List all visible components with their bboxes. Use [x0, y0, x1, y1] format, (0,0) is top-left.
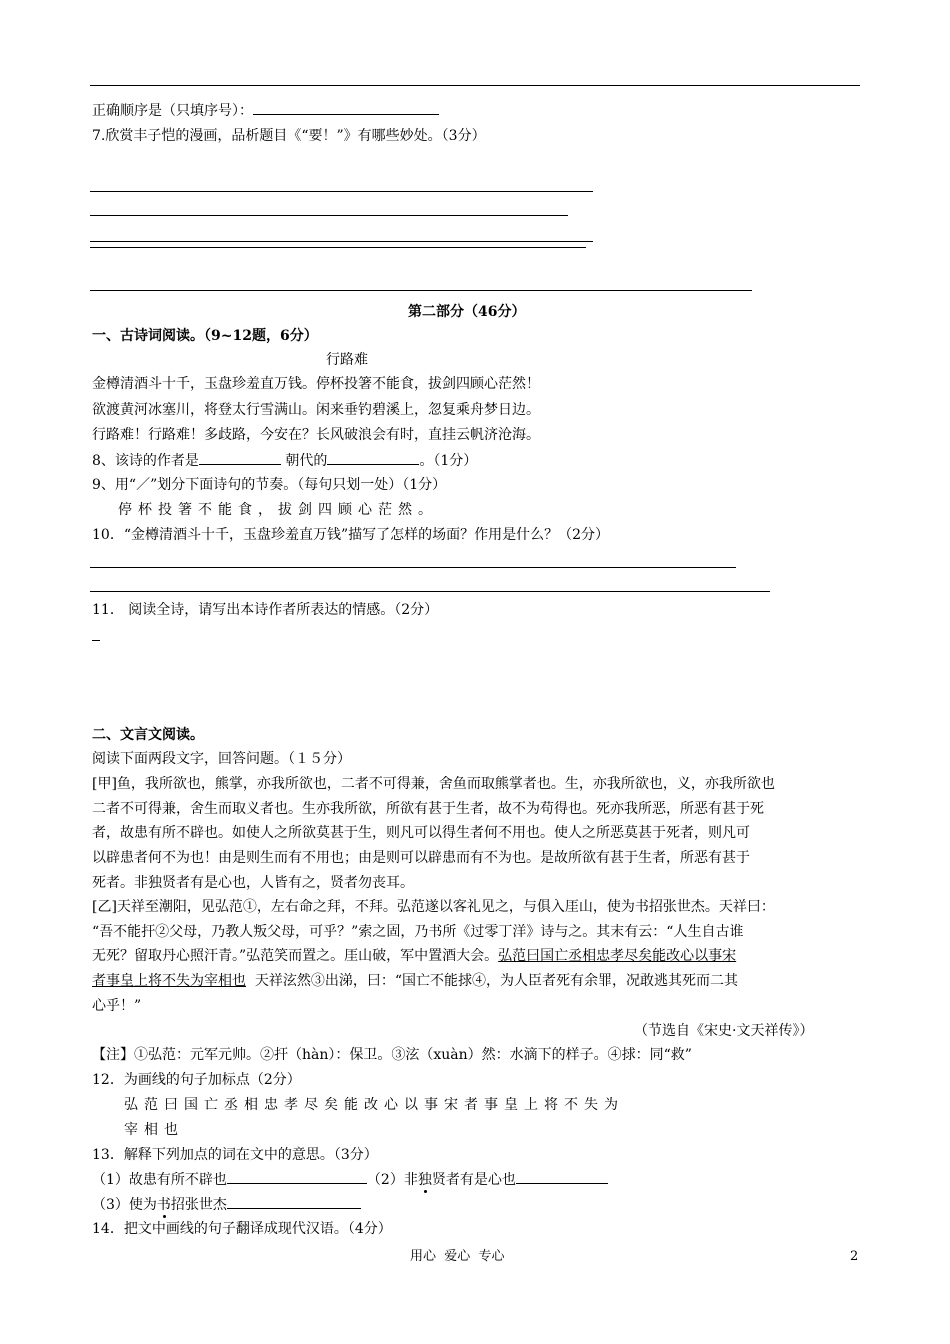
q7-answer-line-5[interactable] [90, 290, 752, 291]
order-label: 正确顺序是（只填序号）： [92, 103, 253, 119]
annotation-note: 【注】①弘范：元军元帅。②扞（hàn）：保卫。③泫（xuàn）然：水滴下的样子。④捄：同“救” [92, 1047, 692, 1063]
yi-line-3 [92, 946, 736, 966]
yi-line-4 [92, 971, 738, 991]
question-13: 13．解释下列加点的词在文中的意思。（3分） [92, 1147, 378, 1163]
q13-item-2-blank[interactable] [516, 1169, 608, 1184]
question-12: 12．为画线的句子加标点（2分） [92, 1072, 301, 1088]
punctuation-line-2: 宰相也 [124, 1122, 184, 1138]
order-answer-row [92, 100, 439, 121]
yi-line-4-plain: 天祥泫然③出涕，曰：“国亡不能捄④，为人臣者死有余罪，况敢逃其死而二其 [246, 973, 739, 989]
q8-text-c: 。（1分） [419, 453, 478, 469]
q7-answer-line-1[interactable] [90, 191, 593, 192]
question-9: 9、用“／”划分下面诗句的节奏。（每句只划一处）（1分） [92, 477, 447, 493]
top-rule [90, 85, 860, 86]
jia-line-5: 死者。非独贤者有是心也，人皆有之，贤者勿丧耳。 [92, 875, 414, 891]
q13-item-3-post: 招张世杰 [170, 1197, 227, 1213]
q13-item-2-post: 贤者有是心也 [431, 1172, 516, 1188]
yi-line-2: “吾不能扞②父母，乃教人叛父母，可乎？”索之固，乃书所《过零丁洋》诗与之。其末有云：“人生自古谁 [92, 924, 744, 940]
part2-title: 第二部分（46分） [408, 304, 526, 320]
q7-answer-line-3[interactable] [90, 241, 593, 242]
q11-answer-stub[interactable] [92, 640, 100, 641]
question-8 [92, 450, 477, 471]
poem-section-heading: 一、古诗词阅读。（9~12题，6分） [92, 328, 318, 344]
jia-line-4: 以辟患者何不为也！由是则生而有不用也；由是则可以辟患而有不为也。是故所欲有甚于生者，所恶有甚于 [92, 850, 750, 866]
jia-line-3: 者，故患有所不辟也。如使人之所欲莫甚于生，则凡可以得生者何不用也。使人之所恶莫甚于死者，则凡可 [92, 825, 750, 841]
jia-line-1: [甲]鱼，我所欲也，熊掌，亦我所欲也，二者不可得兼，舍鱼而取熊掌者也。生，亦我所欲也，义，亦我所欲也 [92, 776, 775, 792]
q13-item-3-dotted-word: 书 [156, 1197, 171, 1213]
yi-line-1: [乙]天祥至潮阳，见弘范①，左右命之拜，不拜。弘范遂以客礼见之，与俱入厓山，使为书招张世杰。天祥曰： [92, 899, 775, 915]
q7-answer-line-2[interactable] [90, 215, 568, 216]
q8-text-b: 朝代的 [285, 453, 328, 469]
q13-row-2 [92, 1194, 361, 1215]
question-14: 14．把文中画线的句子翻译成现代汉语。（4分） [92, 1221, 392, 1237]
poem-line-3: 行路难！行路难！多歧路，今安在？长风破浪会有时，直挂云帆济沧海。 [92, 427, 540, 443]
q13-item-1-blank[interactable] [227, 1169, 367, 1184]
poem-line-2: 欲渡黄河冰塞川，将登太行雪满山。闲来垂钓碧溪上，忽复乘舟梦日边。 [92, 402, 540, 418]
yi-line-3-plain: 无死？留取丹心照汗青。”弘范笑而置之。厓山破，军中置酒大会。 [92, 948, 499, 964]
underlined-sentence-part-1: 弘范曰国亡丞相忠孝尽矣能改心以事宋 [498, 948, 737, 964]
yi-line-5: 心乎！” [92, 998, 142, 1014]
q13-item-3-pre: （3）使为 [92, 1197, 157, 1213]
dynasty-blank[interactable] [327, 450, 419, 465]
q13-item-2-pre: （2）非 [366, 1172, 418, 1188]
q10-answer-line-2[interactable] [90, 591, 770, 592]
q13-item-1: （1）故患有所不辟也 [92, 1172, 227, 1188]
question-10: 10．“金樽清酒斗十千，玉盘珍羞直万钱”描写了怎样的场面？作用是什么？（2分） [92, 527, 610, 543]
question-11: 11． 阅读全诗，请写出本诗作者所表达的情感。（2分） [92, 602, 439, 618]
classical-section-heading: 二、文言文阅读。 [92, 727, 204, 743]
source-citation: （节选自《宋史·文天祥传》） [634, 1023, 814, 1039]
q7-answer-line-4[interactable] [90, 247, 586, 248]
q10-answer-line-1[interactable] [90, 567, 736, 568]
jia-line-2: 二者不可得兼，舍生而取义者也。生亦我所欲，所欲有甚于生者，故不为苟得也。死亦我所恶，所恶有甚于死 [92, 801, 764, 817]
q8-text-a: 8、该诗的作者是 [92, 453, 199, 469]
underlined-sentence-part-2: 者事皇上将不失为宰相也 [92, 973, 246, 989]
q13-item-3-blank[interactable] [227, 1194, 361, 1209]
footer-motto: 用心 爱心 专心 [410, 1249, 505, 1264]
order-answer-blank[interactable] [253, 100, 439, 115]
question-7: 7.欣赏丰子恺的漫画，品析题目《“要！”》有哪些妙处。（3分） [92, 128, 486, 144]
rhythm-line: 停杯投箸不能食，拔剑四顾心茫然。 [118, 502, 438, 518]
q13-row-1 [92, 1169, 608, 1190]
classical-intro: 阅读下面两段文字，回答问题。（１５分） [92, 751, 351, 767]
punctuation-line-1: 弘范曰国亡丞相忠孝尽矣能改心以事宋者事皇上将不失为 [124, 1097, 624, 1113]
poem-line-1: 金樽清酒斗十千，玉盘珍羞直万钱。停杯投箸不能食，拔剑四顾心茫然！ [92, 376, 540, 392]
author-blank[interactable] [199, 450, 281, 465]
page-number: 2 [850, 1249, 859, 1264]
q13-item-2-dotted-word: 独 [417, 1172, 432, 1188]
poem-title: 行路难 [326, 352, 368, 368]
